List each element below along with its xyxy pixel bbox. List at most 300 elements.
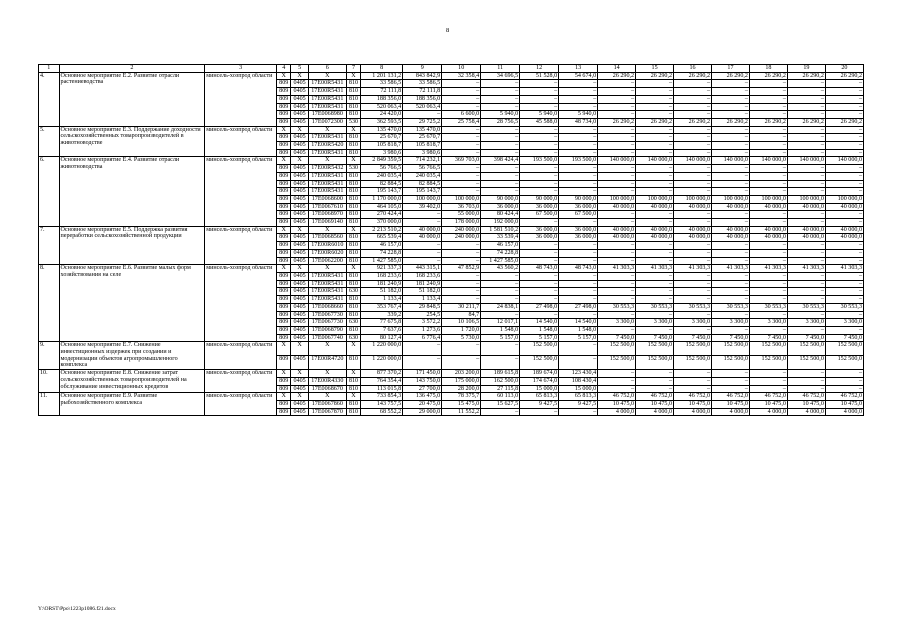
table-cell: 10 475,0 xyxy=(712,400,750,408)
table-cell: – xyxy=(787,142,825,150)
table-cell: – xyxy=(749,111,787,119)
table-cell: 0405 xyxy=(291,272,308,280)
table-cell: 14 540,0 xyxy=(520,319,559,327)
table-cell: – xyxy=(825,80,863,88)
table-cell: 17Е00R5431 xyxy=(308,188,346,196)
table-cell: – xyxy=(749,272,787,280)
table-cell: 809 xyxy=(277,311,291,319)
table-cell: 810 xyxy=(346,111,360,119)
header-cell: 11 xyxy=(481,65,520,73)
table-cell: 0405 xyxy=(291,195,308,203)
table-cell: – xyxy=(481,88,520,96)
table-cell: – xyxy=(787,126,825,134)
table-cell: 40 000,0 xyxy=(598,234,636,242)
table-cell: 921 337,3 xyxy=(361,265,403,273)
table-cell: – xyxy=(825,211,863,219)
table-cell: 0405 xyxy=(291,172,308,180)
table-cell: 0405 xyxy=(291,203,308,211)
table-cell: – xyxy=(787,257,825,265)
table-cell: 809 xyxy=(277,334,291,342)
table-cell: 51 528,0 xyxy=(520,72,559,80)
table-cell: 0405 xyxy=(291,408,308,416)
table-cell: – xyxy=(559,408,598,416)
table-cell: – xyxy=(598,370,636,378)
table-cell: 809 xyxy=(277,111,291,119)
table-cell: – xyxy=(598,172,636,180)
table-cell: 56 766,5 xyxy=(403,165,442,173)
table-cell: 100 000,0 xyxy=(674,195,712,203)
table-cell: 443 315,1 xyxy=(403,265,442,273)
table-cell: 36 000,0 xyxy=(520,203,559,211)
table-cell: 0405 xyxy=(291,296,308,304)
table-cell: 810 xyxy=(346,180,360,188)
table-cell: 5 157,0 xyxy=(520,334,559,342)
measure-name: Основное мероприятие Е.9. Развитие рыбохозяйственного комплекса xyxy=(59,393,205,416)
table-cell: 0405 xyxy=(291,377,308,385)
table-cell: 40 000,0 xyxy=(403,226,442,234)
table-cell: 5 940,0 xyxy=(481,111,520,119)
table-cell: 809 xyxy=(277,88,291,96)
table-cell: 810 xyxy=(346,219,360,227)
table-cell: 113 015,8 xyxy=(361,385,403,393)
table-cell: – xyxy=(749,142,787,150)
table-cell: 40 000,0 xyxy=(749,234,787,242)
table-cell: – xyxy=(598,377,636,385)
table-cell: 40 000,0 xyxy=(787,226,825,234)
table-cell: – xyxy=(481,280,520,288)
table-cell: – xyxy=(636,126,674,134)
table-cell: 10 475,0 xyxy=(787,400,825,408)
table-cell: – xyxy=(520,188,559,196)
table-cell: – xyxy=(442,134,481,142)
table-cell: 809 xyxy=(277,385,291,393)
table-cell: – xyxy=(749,188,787,196)
table-cell: – xyxy=(559,88,598,96)
table-cell: 10 475,0 xyxy=(825,400,863,408)
table-cell: 46 752,0 xyxy=(598,393,636,401)
table-cell: – xyxy=(481,142,520,150)
table-cell: 370 000,0 xyxy=(361,219,403,227)
table-cell: 100 000,0 xyxy=(636,195,674,203)
table-cell: 168 233,6 xyxy=(361,272,403,280)
table-cell: 809 xyxy=(277,303,291,311)
table-cell: – xyxy=(787,311,825,319)
table-cell: – xyxy=(481,134,520,142)
table-cell: 46 752,0 xyxy=(825,393,863,401)
table-cell: 10 475,0 xyxy=(636,400,674,408)
table-cell: 67 500,0 xyxy=(559,211,598,219)
table-cell: 46 752,0 xyxy=(749,393,787,401)
table-cell: – xyxy=(787,249,825,257)
table-cell: X xyxy=(308,265,346,273)
table-cell: – xyxy=(636,95,674,103)
table-cell: 270 424,4 xyxy=(361,211,403,219)
table-cell: 40 000,0 xyxy=(674,234,712,242)
table-cell: – xyxy=(749,280,787,288)
row-number: 11. xyxy=(39,393,60,416)
table-cell: 3 300,0 xyxy=(825,319,863,327)
table-cell: – xyxy=(598,280,636,288)
table-cell: – xyxy=(442,80,481,88)
table-cell: 6 776,4 xyxy=(403,334,442,342)
table-cell: 17Е0067730 xyxy=(308,319,346,327)
table-cell: – xyxy=(442,272,481,280)
table-cell: 65 813,3 xyxy=(520,393,559,401)
table-cell: – xyxy=(559,311,598,319)
table-cell: 100 000,0 xyxy=(442,195,481,203)
table-cell: 40 000,0 xyxy=(636,203,674,211)
table-cell: 17Е0068660 xyxy=(308,303,346,311)
table-cell: 810 xyxy=(346,234,360,242)
table-cell: 4 000,0 xyxy=(636,408,674,416)
table-cell: 188 356,0 xyxy=(403,95,442,103)
table-cell: 0405 xyxy=(291,280,308,288)
table-cell: 530 xyxy=(346,165,360,173)
table-cell: 1 201 131,2 xyxy=(361,72,403,80)
table-cell: – xyxy=(481,149,520,157)
table-cell: – xyxy=(825,165,863,173)
table-cell: 36 000,0 xyxy=(559,226,598,234)
table-cell: X xyxy=(277,342,291,356)
table-cell: 10 475,0 xyxy=(749,400,787,408)
header-cell: 2 xyxy=(59,65,205,73)
table-cell: 7 450,0 xyxy=(598,334,636,342)
table-cell: 40 000,0 xyxy=(598,203,636,211)
table-cell: 26 290,2 xyxy=(636,72,674,80)
table-cell: – xyxy=(674,88,712,96)
table-cell: – xyxy=(636,180,674,188)
table-cell: 46 752,0 xyxy=(636,393,674,401)
header-cell: 19 xyxy=(787,65,825,73)
table-cell: – xyxy=(559,142,598,150)
table-cell: 809 xyxy=(277,377,291,385)
table-cell: – xyxy=(598,288,636,296)
table-cell: 152 500,0 xyxy=(712,342,750,356)
table-cell: – xyxy=(787,103,825,111)
table-cell: 0405 xyxy=(291,219,308,227)
executor: минсель-хозпрод области xyxy=(205,72,277,126)
table-cell: – xyxy=(712,377,750,385)
table-cell: 74 228,8 xyxy=(361,249,403,257)
table-cell: – xyxy=(559,103,598,111)
table-cell: 143 757,5 xyxy=(361,400,403,408)
measure-name: Основное мероприятие Е.7. Снижение инвестиционных издержек при создании и модернизации объектов агропромышленного комплекса xyxy=(59,342,205,370)
table-cell: – xyxy=(674,95,712,103)
table-cell: – xyxy=(520,95,559,103)
table-cell: 1 273,6 xyxy=(403,326,442,334)
table-cell: 810 xyxy=(346,385,360,393)
table-row xyxy=(39,370,864,378)
table-cell: 0405 xyxy=(291,326,308,334)
table-cell: X xyxy=(346,226,360,234)
table-cell: – xyxy=(787,134,825,142)
table-cell: – xyxy=(712,134,750,142)
row-number: 10. xyxy=(39,370,60,393)
table-cell: 40 000,0 xyxy=(674,226,712,234)
table-cell: 140 000,0 xyxy=(787,157,825,165)
table-cell: 0405 xyxy=(291,80,308,88)
table-cell: 17Е00R5431 xyxy=(308,103,346,111)
table-cell: 810 xyxy=(346,249,360,257)
table-cell: 17Е00R5431 xyxy=(308,95,346,103)
table-cell: 0405 xyxy=(291,103,308,111)
table-cell: 51 182,0 xyxy=(403,288,442,296)
table-cell: 810 xyxy=(346,95,360,103)
table-cell: 78 375,7 xyxy=(442,393,481,401)
table-cell: – xyxy=(481,103,520,111)
table-cell: 810 xyxy=(346,134,360,142)
table-cell: 36 000,0 xyxy=(520,226,559,234)
table-cell: 15 000,0 xyxy=(520,385,559,393)
table-cell: 1 548,0 xyxy=(559,326,598,334)
header-cell: 1 xyxy=(39,65,60,73)
table-cell: 7 450,0 xyxy=(636,334,674,342)
table-cell: – xyxy=(559,249,598,257)
table-cell: 5 940,0 xyxy=(559,111,598,119)
table-cell: 877 370,2 xyxy=(361,370,403,378)
header-cell: 6 xyxy=(308,65,346,73)
table-cell: 41 303,3 xyxy=(636,265,674,273)
table-cell: X xyxy=(291,157,308,165)
table-cell: – xyxy=(749,126,787,134)
table-cell: 17Е00R5431 xyxy=(308,272,346,280)
table-cell: 192 000,0 xyxy=(481,219,520,227)
table-cell: X xyxy=(346,126,360,134)
table-cell: 809 xyxy=(277,80,291,88)
table-cell: 1 220 000,0 xyxy=(361,356,403,370)
table-cell: – xyxy=(559,165,598,173)
table-cell: – xyxy=(636,370,674,378)
table-cell: – xyxy=(559,257,598,265)
table-cell: 809 xyxy=(277,142,291,150)
table-cell: 3 300,0 xyxy=(787,319,825,327)
header-cell: 9 xyxy=(403,65,442,73)
table-cell: 809 xyxy=(277,188,291,196)
table-cell: 809 xyxy=(277,319,291,327)
table-cell: – xyxy=(442,126,481,134)
table-cell: 181 240,9 xyxy=(403,280,442,288)
table-cell: 4 000,0 xyxy=(749,408,787,416)
table-row xyxy=(39,126,864,134)
table-cell: 0405 xyxy=(291,111,308,119)
table-cell: – xyxy=(520,172,559,180)
table-cell: 7 450,0 xyxy=(749,334,787,342)
table-cell: 809 xyxy=(277,272,291,280)
table-cell: 51 182,0 xyxy=(361,288,403,296)
table-cell: – xyxy=(520,280,559,288)
table-cell: 46 157,0 xyxy=(361,242,403,250)
table-cell: 32 358,4 xyxy=(442,72,481,80)
table-cell: – xyxy=(712,88,750,96)
table-cell: – xyxy=(598,80,636,88)
table-cell: 843 842,9 xyxy=(403,72,442,80)
table-cell: 152 500,0 xyxy=(520,356,559,370)
table-cell: 17Е00R5431 xyxy=(308,180,346,188)
table-cell: 195 143,7 xyxy=(361,188,403,196)
table-cell: 41 303,3 xyxy=(712,265,750,273)
table-cell: – xyxy=(636,134,674,142)
table-cell: – xyxy=(825,219,863,227)
table-cell: 105 818,7 xyxy=(403,142,442,150)
table-cell: 72 111,8 xyxy=(403,88,442,96)
table-cell: – xyxy=(825,311,863,319)
table-cell: – xyxy=(636,188,674,196)
table-cell: – xyxy=(559,280,598,288)
table-cell: – xyxy=(749,211,787,219)
table-cell: 90 000,0 xyxy=(520,195,559,203)
table-cell: – xyxy=(598,249,636,257)
table-cell: 15 627,5 xyxy=(481,400,520,408)
table-cell: – xyxy=(636,149,674,157)
table-cell: 47 852,9 xyxy=(442,265,481,273)
table-cell: – xyxy=(481,288,520,296)
table-cell: X xyxy=(277,126,291,134)
table-cell: – xyxy=(520,149,559,157)
table-cell: 17Е00R6020 xyxy=(308,249,346,257)
table-cell: 6 600,0 xyxy=(442,111,481,119)
executor: минсель-хозпрод области xyxy=(205,370,277,393)
table-cell: 810 xyxy=(346,149,360,157)
table-cell: – xyxy=(749,172,787,180)
table-cell: 65 813,3 xyxy=(559,393,598,401)
table-cell: 203 200,0 xyxy=(442,370,481,378)
table-cell: 3 300,0 xyxy=(674,319,712,327)
table-cell: 17Е0068790 xyxy=(308,326,346,334)
measure-name: Основное мероприятие Е.6. Развитие малых форм хозяйствования на селе xyxy=(59,265,205,342)
table-cell: – xyxy=(559,356,598,370)
table-cell: – xyxy=(712,180,750,188)
table-cell: 152 500,0 xyxy=(749,342,787,356)
table-cell: – xyxy=(825,134,863,142)
table-cell: 41 303,3 xyxy=(787,265,825,273)
table-cell: – xyxy=(403,111,442,119)
table-cell: – xyxy=(825,370,863,378)
table-cell: – xyxy=(520,311,559,319)
table-cell: – xyxy=(712,370,750,378)
table-cell: 193 500,0 xyxy=(559,157,598,165)
table-cell: – xyxy=(749,257,787,265)
table-cell: – xyxy=(481,272,520,280)
table-cell: – xyxy=(749,242,787,250)
table-cell: 17Е00R5431 xyxy=(308,88,346,96)
table-cell: 41 303,3 xyxy=(674,265,712,273)
table-cell: 140 000,0 xyxy=(749,157,787,165)
table-cell: – xyxy=(749,134,787,142)
table-cell: 17Е00R5431 xyxy=(308,288,346,296)
table-cell: 100 000,0 xyxy=(749,195,787,203)
table-cell: 152 500,0 xyxy=(674,356,712,370)
table-cell: – xyxy=(598,219,636,227)
table-cell: – xyxy=(559,288,598,296)
table-cell: 17Е00R5431 xyxy=(308,134,346,142)
table-cell: 135 470,0 xyxy=(361,126,403,134)
table-cell: 48 743,0 xyxy=(520,265,559,273)
table-cell: 28 756,5 xyxy=(481,118,520,126)
table-cell: – xyxy=(712,165,750,173)
table-cell: 10 475,0 xyxy=(598,400,636,408)
table-cell: 17Е0068600 xyxy=(308,195,346,203)
table-cell: – xyxy=(403,342,442,356)
table-cell: – xyxy=(403,219,442,227)
table-cell: 0405 xyxy=(291,334,308,342)
table-cell: – xyxy=(825,180,863,188)
executor: минсель-хозпрод области xyxy=(205,157,277,226)
table-cell: – xyxy=(636,165,674,173)
table-cell: 0405 xyxy=(291,234,308,242)
table-cell: 10 475,0 xyxy=(674,400,712,408)
table-cell: 809 xyxy=(277,408,291,416)
table-cell: – xyxy=(787,242,825,250)
table-cell: 530 xyxy=(346,118,360,126)
table-cell: 630 xyxy=(346,334,360,342)
table-cell: 7 450,0 xyxy=(712,334,750,342)
table-cell: – xyxy=(674,370,712,378)
table-cell: 30 553,3 xyxy=(636,303,674,311)
header-cell: 17 xyxy=(712,65,750,73)
table-cell: – xyxy=(825,95,863,103)
table-cell: 764 354,4 xyxy=(361,377,403,385)
table-cell: 152 500,0 xyxy=(749,356,787,370)
table-cell: 15 000,0 xyxy=(559,385,598,393)
measure-name: Основное мероприятие Е.2. Развитие отрасли растениеводства xyxy=(59,72,205,126)
table-cell: – xyxy=(825,249,863,257)
table-cell: 26 290,2 xyxy=(674,72,712,80)
table-cell: 26 290,2 xyxy=(636,118,674,126)
table-cell: – xyxy=(520,408,559,416)
table-cell: 40 000,0 xyxy=(825,226,863,234)
table-cell: X xyxy=(308,370,346,378)
table-cell: 17Е00R5432 xyxy=(308,165,346,173)
table-cell: 12 017,1 xyxy=(481,319,520,327)
table-cell: 34 696,5 xyxy=(481,72,520,80)
table-cell: 26 290,2 xyxy=(712,118,750,126)
table-cell: X xyxy=(291,342,308,356)
table-cell: – xyxy=(787,95,825,103)
table-cell: 40 000,0 xyxy=(787,203,825,211)
table-cell: 29 725,2 xyxy=(403,118,442,126)
table-cell: – xyxy=(481,172,520,180)
table-cell: 152 500,0 xyxy=(712,356,750,370)
table-cell: 25 670,7 xyxy=(361,134,403,142)
table-cell: 810 xyxy=(346,195,360,203)
table-cell: – xyxy=(825,88,863,96)
table-cell: 809 xyxy=(277,219,291,227)
table-cell: 339,2 xyxy=(361,311,403,319)
table-cell: – xyxy=(749,370,787,378)
table-cell: 3 300,0 xyxy=(749,319,787,327)
table-cell: 162 500,0 xyxy=(481,377,520,385)
table-cell: X xyxy=(346,157,360,165)
table-cell: 100 000,0 xyxy=(825,195,863,203)
table-cell: 152 500,0 xyxy=(674,342,712,356)
table-cell: 29 000,0 xyxy=(403,408,442,416)
table-cell: – xyxy=(520,88,559,96)
table-cell: – xyxy=(598,211,636,219)
table-cell: 810 xyxy=(346,311,360,319)
table-cell: – xyxy=(520,296,559,304)
table-cell: 175 000,0 xyxy=(442,377,481,385)
table-cell: 27 700,0 xyxy=(403,385,442,393)
table-cell: – xyxy=(442,242,481,250)
table-cell: – xyxy=(636,111,674,119)
table-cell: 30 553,3 xyxy=(712,303,750,311)
table-cell: – xyxy=(712,126,750,134)
table-cell: – xyxy=(520,103,559,111)
table-cell: 5 157,0 xyxy=(481,334,520,342)
table-cell: X xyxy=(277,265,291,273)
table-cell: – xyxy=(749,311,787,319)
table-cell: – xyxy=(749,165,787,173)
